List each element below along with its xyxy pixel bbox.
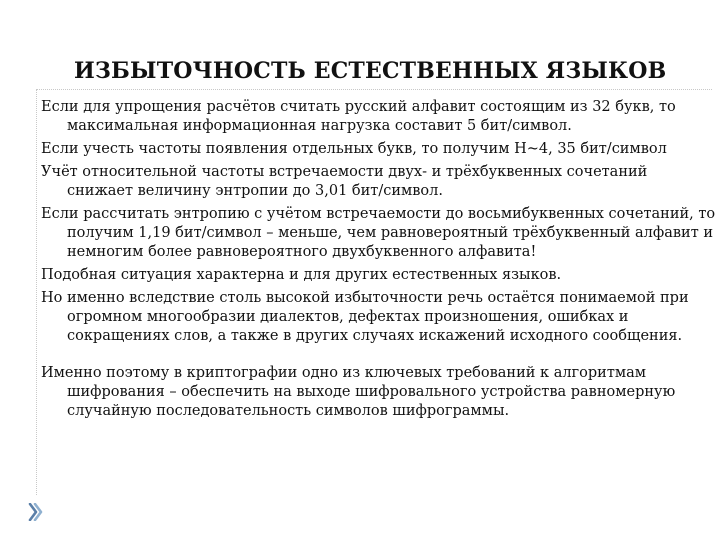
paragraph-cryptography: Именно поэтому в криптографии одно из ключевых требований к алгоритмам шифрования – обеспечить на выходе шифровального устройства равномерную случайную последовательность символов шифрограммы. <box>41 365 676 419</box>
paragraph-redundancy-benefit: Но именно вследствие столь высокой избыточности речь остаётся понимаемой при огромном многообразии диалектов, дефектах произношения, ошибках и сокращениях слов, а также в других случаях искажений исходного сообщения. <box>41 290 689 344</box>
paragraph-eight-letter-entropy: Если рассчитать энтропию с учётом встречаемости до восьмибуквенных сочетаний, то получим 1,19 бит/символ – меньше, чем равновероятный трёхбуквенный алфавит и немногим более равновероятного двухбуквенного алфавита! <box>41 206 716 260</box>
left-margin-divider <box>36 90 37 495</box>
paragraph-digram-trigram: Учёт относительной частоты встречаемости двух- и трёхбуквенных сочетаний снижает величину энтропии до 3,01 бит/символ. <box>41 164 648 199</box>
title-divider <box>36 89 712 90</box>
slide-body <box>41 98 717 425</box>
paragraph-alphabet-32: Если для упрощения расчётов считать русский алфавит состоящим из 32 букв, то максимальная информационная нагрузка составит 5 бит/символ. <box>41 99 676 134</box>
slide-title: ИЗБЫТОЧНОСТЬ ЕСТЕСТВЕННЫХ ЯЗЫКОВ <box>74 58 667 84</box>
chevron-bookmark-icon <box>28 503 44 521</box>
paragraph-other-languages: Подобная ситуация характерна и для других естественных языков. <box>41 267 562 283</box>
paragraph-letter-frequencies: Если учесть частоты появления отдельных букв, то получим H~4, 35 бит/символ <box>41 141 667 157</box>
